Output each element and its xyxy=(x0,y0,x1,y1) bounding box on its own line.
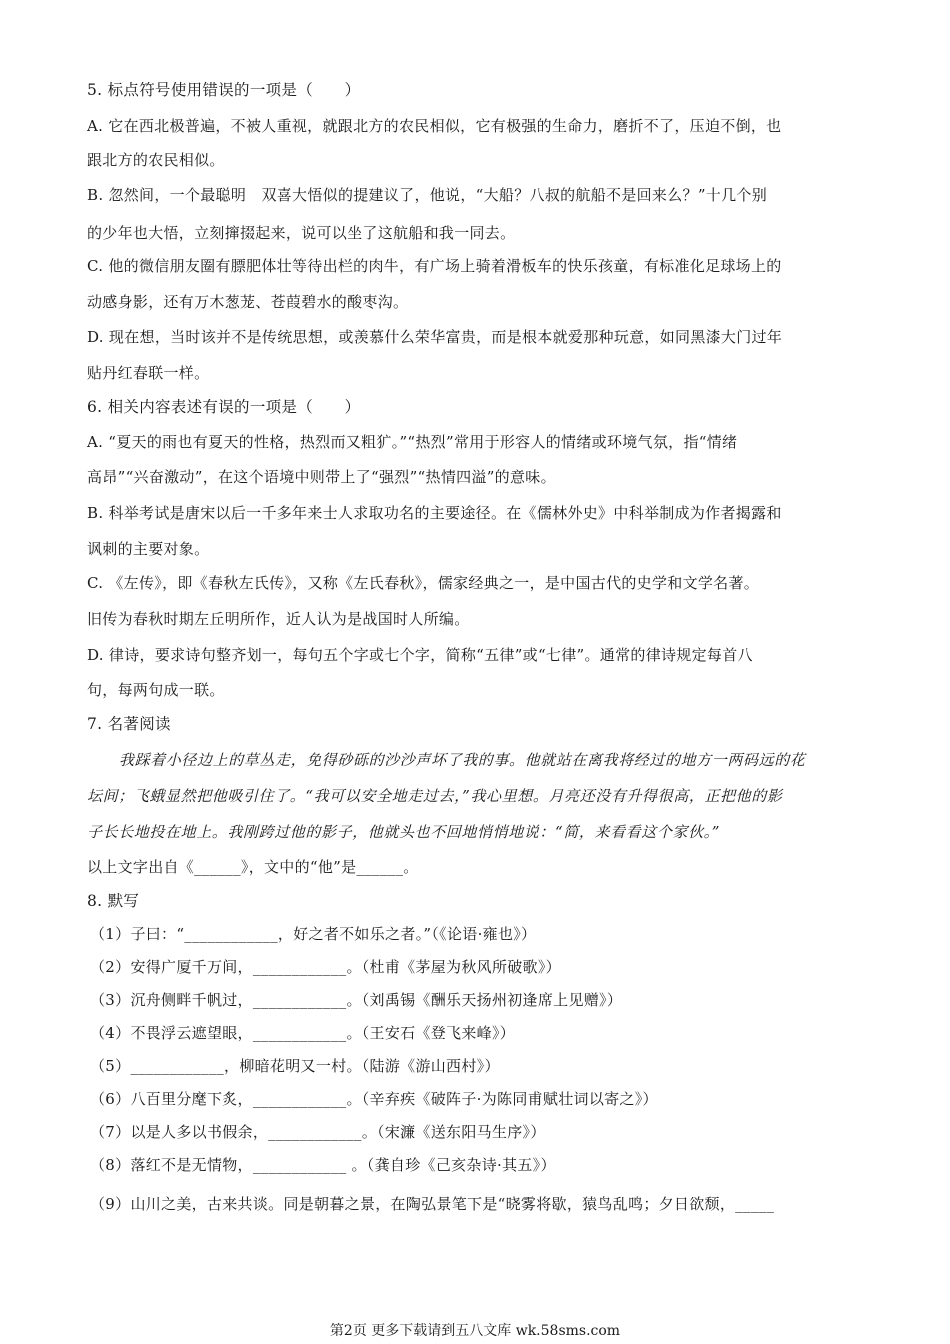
q6-option-b: B. 科举考试是唐宋以后一千多年来士人求取功名的主要途径。在《儒林外史》中科举制成为作者揭露和 xyxy=(87,504,782,522)
q5-option-b-cont: 的少年也大悟，立刻撺掇起来，说可以坐了这航船和我一同去。 xyxy=(87,224,516,242)
q8-item: （9）山川之美，古来共谈。同是朝暮之景，在陶弘景笔下是“晓雾将歇，猿鸟乱鸣；夕日欲颓，_____ xyxy=(90,1195,775,1213)
q5-option-a: A. 它在西北极普遍，不被人重视，就跟北方的农民相似，它有极强的生命力，磨折不了，压迫不倒，也 xyxy=(87,117,782,135)
q6-option-d: D. 律诗，要求诗句整齐划一，每句五个字或七个字，简称“五律”或“七律”。通常的律诗规定每首八 xyxy=(87,646,753,664)
q8-item: （7）以是人多以书假余，____________。（宋濂《送东阳马生序》） xyxy=(90,1123,546,1141)
q5-option-c-cont: 动感身影，还有万木葱茏、苍葭碧水的酸枣沟。 xyxy=(87,293,409,311)
q5-option-d-cont: 贴丹红春联一样。 xyxy=(87,364,210,382)
q8-item: （2）安得广厦千万间，____________。（杜甫《茅屋为秋风所破歌》） xyxy=(90,958,561,976)
q8-item: （1）子曰：“____________，好之者不如乐之者。”（《论语·雍也》） xyxy=(90,925,537,943)
q7-passage-line: 坛间；飞蛾显然把他吸引住了。“我可以安全地走过去，”我心里想。月亮还没有升得很高，正把他的影 xyxy=(87,787,783,805)
q6-option-d-cont: 句，每两句成一联。 xyxy=(87,681,225,699)
q5-option-a-cont: 跟北方的农民相似。 xyxy=(87,151,225,169)
q8-item: （3）沉舟侧畔千帆过，____________。（刘禹锡《酬乐天扬州初逢席上见赠》） xyxy=(90,991,623,1009)
q7-question: 以上文字出自《______》，文中的“他”是______。 xyxy=(87,858,419,876)
q8-item: （5）____________，柳暗花明又一村。（陆游《游山西村》） xyxy=(90,1057,500,1075)
q8-stem: 8. 默写 xyxy=(87,892,140,910)
q8-item: （4）不畏浮云遮望眼，____________。（王安石《登飞来峰》） xyxy=(90,1024,516,1042)
page-footer: 第2页 更多下载请到五八文库 wk.58sms.com xyxy=(329,1323,621,1339)
q6-option-c-cont: 旧传为春秋时期左丘明所作，近人认为是战国时人所编。 xyxy=(87,610,470,628)
q7-passage-line: 我踩着小径边上的草丛走，免得砂砾的沙沙声坏了我的事。他就站在离我将经过的地方一两码远的花 xyxy=(119,751,806,769)
q5-option-b: B. 忽然间，一个最聪明 双喜大悟似的提建议了，他说，“大船？八叔的航船不是回来么？”十几个别 xyxy=(87,186,767,204)
q6-option-a-cont: 高昂”“兴奋激动”，在这个语境中则带上了“强烈”“热情四溢”的意味。 xyxy=(87,468,556,486)
q7-passage-line: 子长长地投在地上。我刚跨过他的影子，他就头也不回地悄悄地说：“简，来看看这个家伙。” xyxy=(87,823,721,841)
q5-option-c: C. 他的微信朋友圈有膘肥体壮等待出栏的肉牛，有广场上骑着滑板车的快乐孩童，有标准化足球场上的 xyxy=(87,257,782,275)
q5-option-d: D. 现在想，当时该并不是传统思想，或羡慕什么荣华富贵，而是根本就爱那种玩意，如同黑漆大门过年 xyxy=(87,328,783,346)
q6-option-a: A. “夏天的雨也有夏天的性格，热烈而又粗犷。”“热烈”常用于形容人的情绪或环境气氛，指“情绪 xyxy=(87,433,738,451)
q6-option-b-cont: 讽刺的主要对象。 xyxy=(87,540,210,558)
q8-item: （6）八百里分麾下炙，____________。（辛弃疾《破阵子·为陈同甫赋壮词以寄之》） xyxy=(90,1090,658,1108)
q6-stem: 6. 相关内容表述有误的一项是（ ） xyxy=(87,398,361,416)
q5-stem: 5. 标点符号使用错误的一项是（ ） xyxy=(87,81,361,99)
q6-option-c: C. 《左传》，即《春秋左氏传》，又称《左氏春秋》，儒家经典之一，是中国古代的史学和文学名著。 xyxy=(87,574,760,592)
q7-stem: 7. 名著阅读 xyxy=(87,715,171,733)
q8-item: （8）落红不是无情物，____________ 。（龚自珍《己亥杂诗·其五》） xyxy=(90,1156,556,1174)
